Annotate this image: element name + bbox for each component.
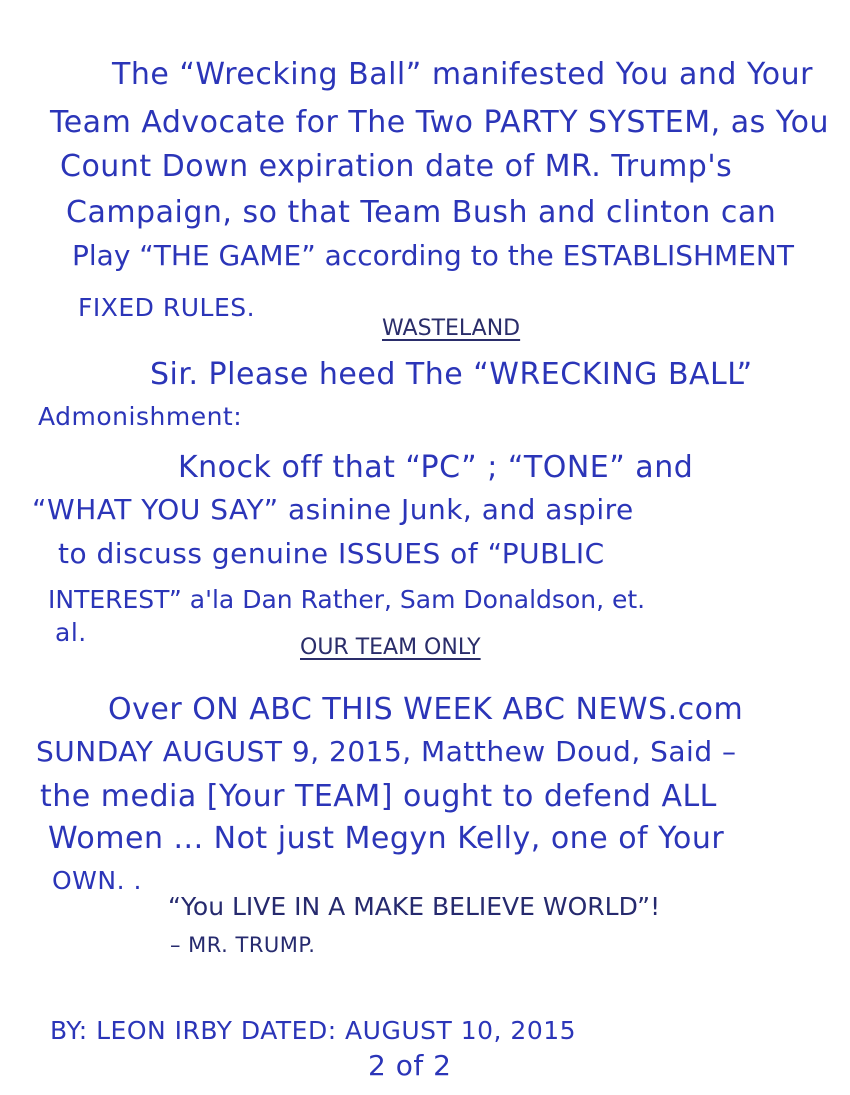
paragraph1-line1: The “Wrecking Ball” manifested You and Your — [112, 57, 813, 92]
paragraph2-line1: Sir. Please heed The “WRECKING BALL” — [150, 357, 753, 392]
paragraph3-line5: al. — [55, 618, 87, 647]
quote-attribution: – MR. TRUMP. — [170, 933, 316, 957]
page-number: 2 of 2 — [368, 1049, 452, 1082]
paragraph3-line4: INTEREST” a'la Dan Rather, Sam Donaldson, et. — [48, 585, 646, 614]
heading-our-team-only: OUR TEAM ONLY — [300, 635, 481, 660]
paragraph4-line5: OWN. . — [52, 866, 142, 895]
signature-line: BY: LEON IRBY DATED: AUGUST 10, 2015 — [50, 1016, 577, 1045]
paragraph1-line3: Count Down expiration date of MR. Trump's — [60, 149, 733, 184]
paragraph3-line3: to discuss genuine ISSUES of “PUBLIC — [58, 537, 605, 570]
paragraph3-line1: Knock off that “PC” ; “TONE” and — [178, 450, 694, 485]
paragraph4-line3: the media [Your TEAM] ought to defend ALL — [40, 779, 717, 814]
paragraph1-line2: Team Advocate for The Two PARTY SYSTEM, as You — [50, 105, 829, 140]
paragraph1-line6: FIXED RULES. — [78, 293, 256, 322]
paragraph4-line1: Over ON ABC THIS WEEK ABC NEWS.com — [108, 692, 744, 727]
trump-quote: “You LIVE IN A MAKE BELIEVE WORLD”! — [168, 892, 661, 921]
paragraph2-line2: Admonishment: — [38, 402, 243, 431]
paragraph1-line4: Campaign, so that Team Bush and clinton can — [66, 195, 777, 230]
paragraph1-line5: Play “THE GAME” according to the ESTABLISHMENT — [72, 239, 794, 272]
paragraph4-line4: Women ... Not just Megyn Kelly, one of Your — [48, 821, 725, 856]
paragraph4-line2: SUNDAY AUGUST 9, 2015, Matthew Doud, Said – — [36, 735, 737, 768]
heading-wasteland: WASTELAND — [382, 316, 521, 341]
paragraph3-line2: “WHAT YOU SAY” asinine Junk, and aspire — [32, 493, 634, 526]
